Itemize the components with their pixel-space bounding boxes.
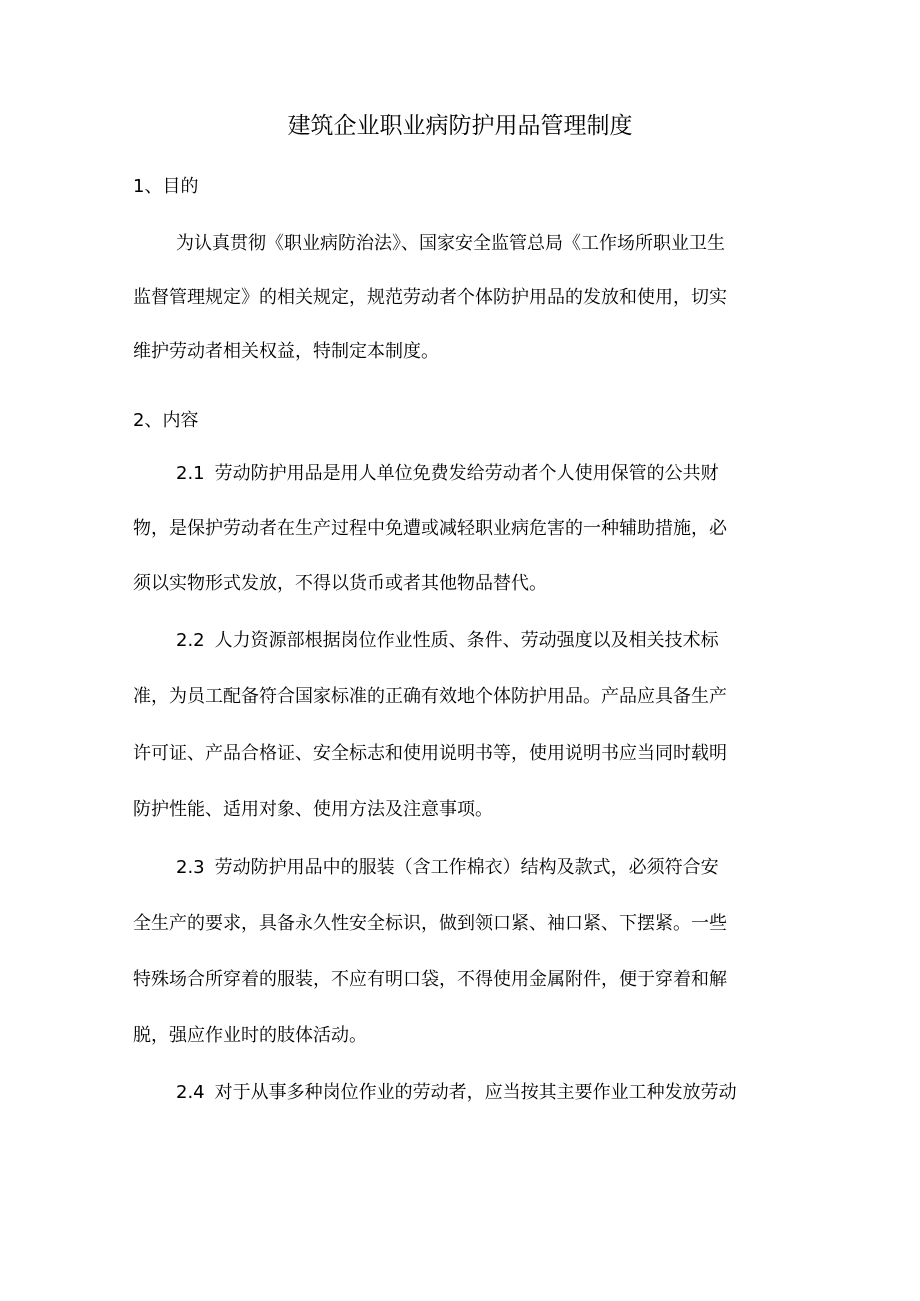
- clause-number: 2.4: [176, 1082, 205, 1103]
- section-1-line: 监督管理规定》的相关规定，规范劳动者个体防护用品的发放和使用，切实: [133, 287, 727, 308]
- clause-2-3-line: [176, 854, 719, 882]
- clause-number: 2.2: [176, 630, 205, 651]
- document-title: 建筑企业职业病防护用品管理制度: [287, 113, 633, 139]
- clause-2-2-line: 许可证、产品合格证、安全标志和使用说明书等，使用说明书应当同时载明: [133, 743, 727, 764]
- clause-2-3-line: 特殊场合所穿着的服装，不应有明口袋，不得使用金属附件，便于穿着和解: [133, 969, 727, 990]
- clause-2-1-line: [176, 460, 719, 488]
- clause-number: 2.1: [176, 463, 205, 484]
- clause-2-2-line: 准，为员工配备符合国家标准的正确有效地个体防护用品。产品应具备生产: [133, 686, 727, 707]
- clause-text: 劳动防护用品是用人单位免费发给劳动者个人使用保管的公共财: [214, 463, 719, 484]
- clause-text: 对于从事多种岗位作业的劳动者，应当按其主要作业工种发放劳动: [214, 1082, 737, 1103]
- clause-number: 2.3: [176, 857, 205, 878]
- clause-text: 劳动防护用品中的服装（含工作棉衣）结构及款式，必须符合安: [214, 857, 719, 878]
- section-1-line: 维护劳动者相关权益，特制定本制度。: [133, 341, 439, 362]
- clause-2-4-line: [176, 1079, 737, 1107]
- clause-2-1-line: 须以实物形式发放，不得以货币或者其他物品替代。: [133, 573, 547, 594]
- section-1-heading: 1、目的: [133, 176, 199, 197]
- section-2-heading: 2、内容: [133, 410, 199, 431]
- clause-2-2-line: 防护性能、适用对象、使用方法及注意事项。: [133, 799, 493, 820]
- clause-text: 人力资源部根据岗位作业性质、条件、劳动强度以及相关技术标: [214, 630, 719, 651]
- clause-2-3-line: 脱，强应作业时的肢体活动。: [133, 1025, 367, 1046]
- clause-2-1-line: 物，是保护劳动者在生产过程中免遭或减轻职业病危害的一种辅助措施，必: [133, 518, 727, 539]
- clause-2-2-line: [176, 627, 719, 655]
- section-1-line: 为认真贯彻《职业病防治法》、国家安全监管总局《工作场所职业卫生: [176, 233, 725, 254]
- clause-2-3-line: 全生产的要求，具备永久性安全标识，做到领口紧、袖口紧、下摆紧。一些: [133, 913, 727, 934]
